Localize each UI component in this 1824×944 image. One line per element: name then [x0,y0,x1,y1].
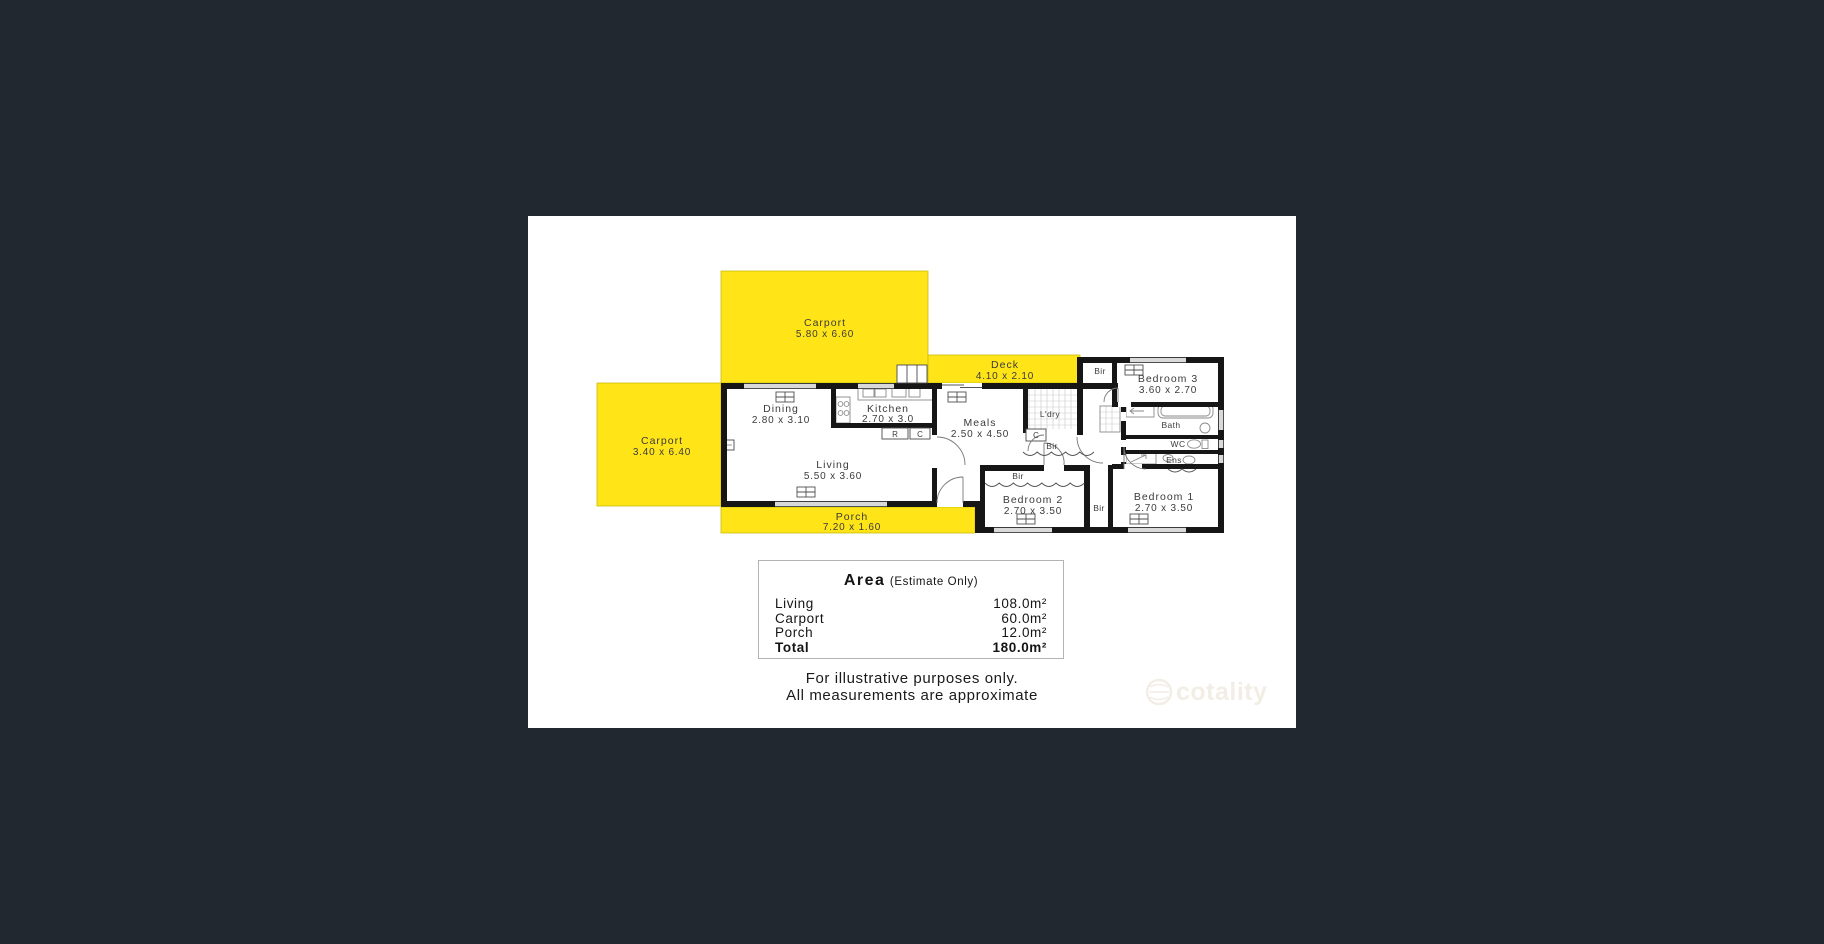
window-icon-dining [776,392,794,402]
area-table-subtitle: (Estimate Only) [889,576,979,588]
watermark [1142,672,1292,712]
bedroom1-window [1128,528,1186,533]
bedroom1-label: Bedroom 1 [1133,491,1195,503]
area-table-rows [759,597,1063,655]
cotality-logo-icon [1142,675,1176,709]
living-dims: 5.50 x 3.60 [803,471,863,482]
bedroom3-label: Bedroom 3 [1137,373,1199,385]
fridge-label: R [892,430,898,439]
bir-hall-label: Bir [1046,441,1058,451]
bath-label: Bath [1161,420,1181,430]
area-row-name: Carport [775,610,825,626]
porch-label: Porch [835,511,869,523]
disclaimer-line2: All measurements are approximate [786,686,1038,704]
bir-between-label: Bir [1093,503,1105,513]
ens-window [1219,455,1224,463]
dining-window [744,384,816,389]
disclaimer-line1: For illustrative purposes only. [805,670,1019,687]
dining-dims: 2.80 x 3.10 [751,415,811,426]
cupboard-hall-label: C [1033,431,1039,440]
area-row-name: Porch [775,625,814,640]
bedroom1-dims: 2.70 x 3.50 [1134,503,1194,514]
laundry-label: L'dry [1039,409,1061,419]
meals-dims: 2.50 x 4.50 [950,429,1010,440]
area-row-value: 12.0m² [1001,625,1047,640]
window-icon-bedroom1 [1130,514,1148,524]
area-row-porch [759,626,1063,641]
carport-top-dims: 5.80 x 6.60 [795,329,855,340]
dining-label: Dining [763,403,799,415]
watermark-text: cotality [1176,677,1268,706]
carport-left-label: Carport [640,435,684,447]
area-row-value: 60.0m² [1001,610,1047,626]
area-table-title: Area [843,572,886,589]
bir-bed2-label: Bir [1012,471,1024,481]
bir-top-label: Bir [1094,366,1106,376]
kitchen-dims: 2.70 x 3.0 [862,414,914,425]
entry-steps-icon [897,365,927,383]
wc-label: WC [1170,439,1186,449]
area-summary-table [758,560,1064,659]
carport-top-label: Carport [803,317,847,329]
bedroom3-dims: 3.60 x 2.70 [1138,385,1198,396]
area-row-value: 108.0m² [993,596,1047,611]
deck-label: Deck [991,359,1019,371]
bath-window [1219,410,1224,430]
cupboard-kitchen-label: C [917,430,923,439]
window-icon-meals [948,392,966,402]
ens-label: Ens [1166,455,1182,465]
area-row-carport [759,612,1063,627]
window-icon-living [797,487,815,497]
area-table-header [759,572,1063,590]
living-window [775,502,887,507]
porch-dims: 7.20 x 1.60 [822,522,882,533]
area-row-value: 180.0m² [992,639,1047,655]
wc-window [1219,440,1224,448]
bedroom3-window [1130,358,1186,363]
bedroom2-dims: 2.70 x 3.50 [1003,506,1063,517]
area-row-living [759,597,1063,612]
bedroom2-label: Bedroom 2 [1002,494,1064,506]
bedroom2-window [994,528,1052,533]
meals-label: Meals [963,417,997,429]
area-row-name: Living [775,596,814,611]
kitchen-window [858,384,894,389]
area-row-total [759,641,1063,656]
floorplan-sheet [528,216,1296,728]
deck-dims: 4.10 x 2.10 [975,371,1035,382]
carport-left-dims: 3.40 x 6.40 [632,447,692,458]
living-label: Living [816,459,850,471]
area-row-name: Total [775,639,810,655]
kitchen-label: Kitchen [866,403,910,415]
